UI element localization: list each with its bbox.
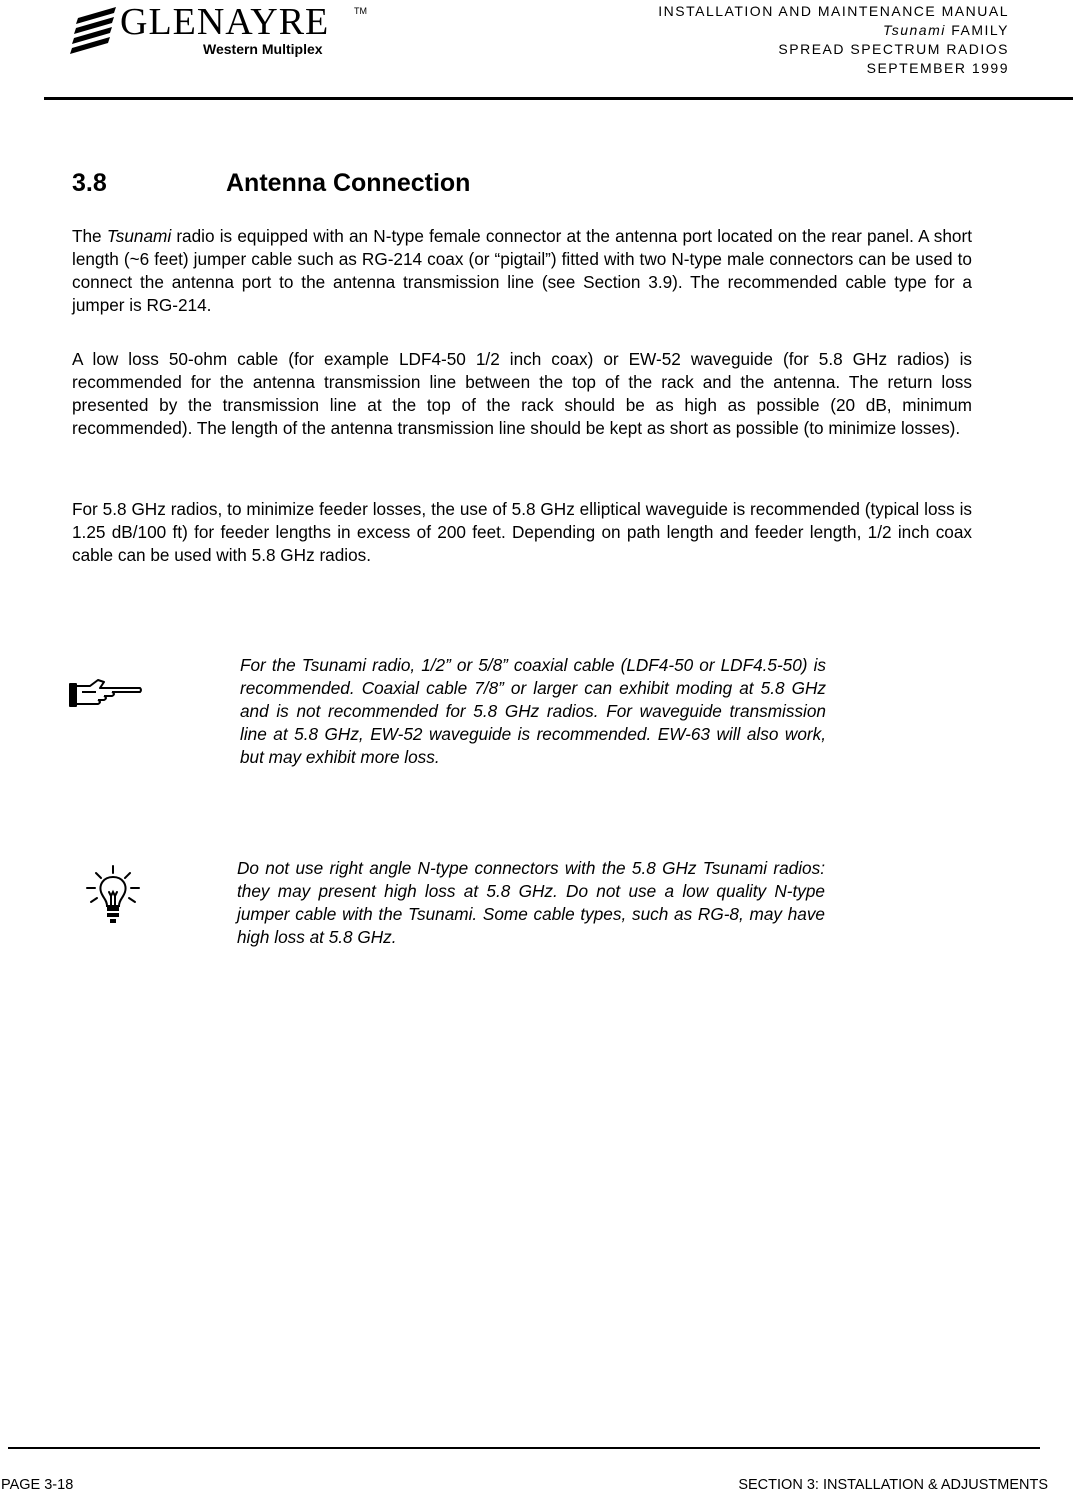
header-brand: Tsunami <box>882 22 946 38</box>
note-cable-recommendation: For the Tsunami radio, 1/2” or 5/8” coaxial cable (LDF4-50 or LDF4.5-50) is recommended. Coaxial cable 7/8” or larger can exhibit moding at 5.8 GHz and is not recommended for 5.8 GHz radios. For waveguide transmission line at 5.8 GHz, EW-52 waveguide is recommended. EW-63 will also work, but may exhibit more loss. <box>240 655 826 767</box>
note-connector-warning: Do not use right angle N-type connectors with the 5.8 GHz Tsunami radios: they may present high loss at 5.8 GHz. Do not use a low quality N-type jumper cable with the Tsunami. Some cable types, such as RG-8, may have high loss at 5.8 GHz. <box>237 858 825 947</box>
paragraph-connector <box>72 225 972 317</box>
paragraph-connector-body: radio is equipped with an N-type female connector at the antenna port located on the rear panel. A short length (~6 feet) jumper cable such as RG-214 coax (or “pigtail”) fitted with two N-type male connectors can be used to connect the antenna port to the antenna transmission line (see Section 3.9). The recommended cable type for a jumper is RG-214. <box>72 226 972 315</box>
section-number: 3.8 <box>72 169 107 197</box>
header-manual-title: INSTALLATION AND MAINTENANCE MANUAL <box>658 3 1009 19</box>
header-date: SEPTEMBER 1999 <box>866 60 1009 76</box>
header-rule <box>44 97 1073 100</box>
section-title: Antenna Connection <box>226 169 471 197</box>
logo-trademark: TM <box>354 6 367 16</box>
header-family-label: FAMILY <box>945 22 1009 38</box>
paragraph-connector-brand: Tsunami <box>106 226 172 246</box>
header-family <box>658 21 1009 40</box>
section-heading <box>72 167 470 199</box>
company-logo <box>70 1 370 60</box>
paragraph-transmission-line: A low loss 50-ohm cable (for example LDF4-50 1/2 inch coax) or EW-52 waveguide (for 5.8 GHz radios) is recommended for the antenna transmission line between the top of the rack and the antenna. The return loss presented by the transmission line at the top of the rack should be as high as possible (20 dB, minimum recommended). The length of the antenna transmission line should be kept as short as possible (to minimize losses). <box>72 349 972 438</box>
footer-rule <box>8 1447 1040 1449</box>
lightbulb-icon <box>84 864 142 928</box>
pointing-hand-icon <box>68 672 144 712</box>
header-product: SPREAD SPECTRUM RADIOS <box>778 41 1009 57</box>
paragraph-connector-lead: The <box>72 226 107 246</box>
logo-subtext: Western Multiplex <box>203 41 323 57</box>
footer-section-title: SECTION 3: INSTALLATION & ADJUSTMENTS <box>738 1477 1048 1493</box>
glenayre-swoosh-icon <box>70 4 122 60</box>
running-header <box>658 2 1009 78</box>
logo-wordmark: GLENAYRE <box>120 1 330 43</box>
footer-page-number: PAGE 3-18 <box>1 1477 74 1493</box>
paragraph-waveguide: For 5.8 GHz radios, to minimize feeder losses, the use of 5.8 GHz elliptical waveguide is recommended (typical loss is 1.25 dB/100 ft) for feeder lengths in excess of 200 feet. Depending on path length and feeder length, 1/2 inch coax cable can be used with 5.8 GHz radios. <box>72 499 972 565</box>
